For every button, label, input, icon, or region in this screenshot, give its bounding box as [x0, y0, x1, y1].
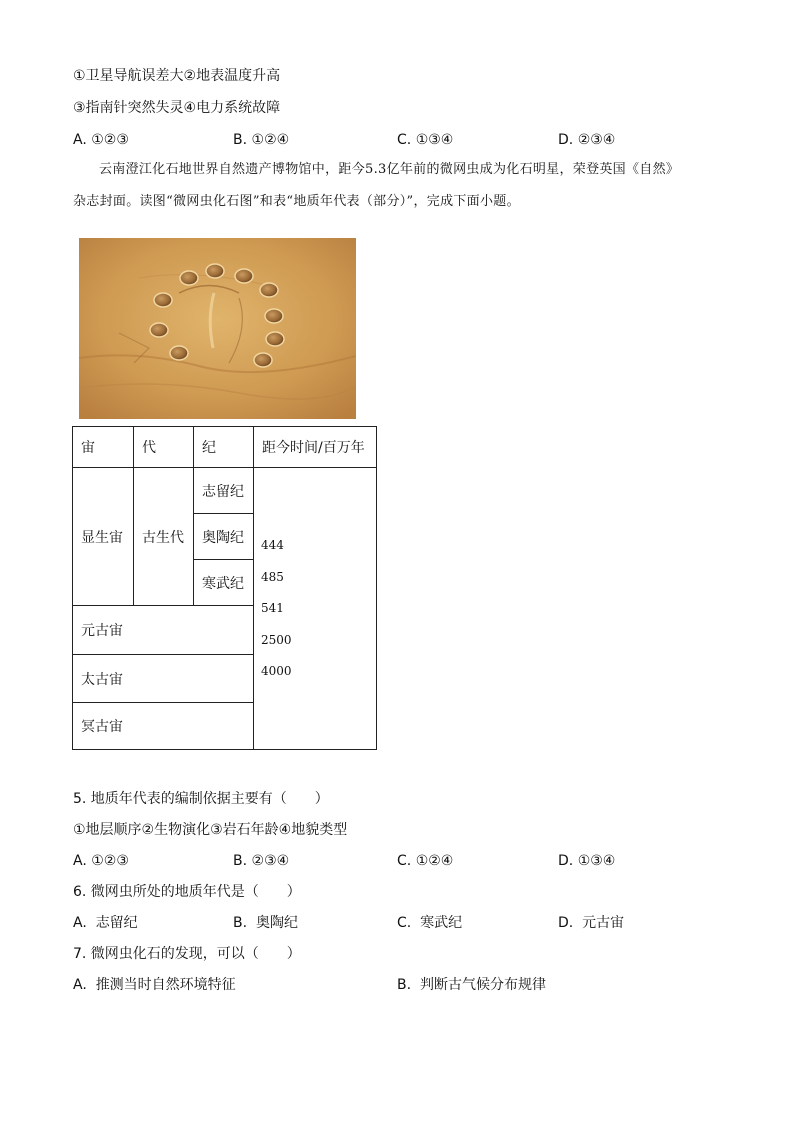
eon-proterozoic: 元古宙 — [73, 606, 254, 655]
time-444: 444 — [261, 538, 284, 552]
option-text: ①②④ — [251, 132, 290, 148]
q6-stem: 6. 微网虫所处的地质年代是（ ） — [73, 884, 301, 900]
option-text: 寒武纪 — [420, 915, 463, 931]
intro-line-2: 杂志封面。读图“微网虫化石图”和表“地质年代表（部分）”，完成下面小题。 — [73, 194, 520, 209]
eon-phanerozoic: 显生宙 — [73, 468, 134, 606]
option-text: 元古宙 — [582, 915, 625, 931]
option-text: 推测当时自然环境特征 — [95, 977, 236, 993]
option-letter: D. — [558, 132, 574, 148]
q6-option-a[interactable] — [73, 913, 138, 933]
option-letter: A. — [73, 853, 87, 869]
header-eon: 宙 — [73, 427, 134, 468]
q5-option-b[interactable] — [233, 851, 289, 871]
option-letter: C. — [397, 915, 412, 931]
eon-archean: 太古宙 — [73, 655, 254, 703]
option-letter: D. — [558, 915, 574, 931]
q7-stem: 7. 微网虫化石的发现，可以（ ） — [73, 946, 301, 962]
option-text: ①③④ — [415, 132, 454, 148]
option-text: ①②③ — [91, 853, 129, 869]
option-letter: B. — [233, 132, 248, 148]
header-era: 代 — [134, 427, 194, 468]
era-paleozoic: 古生代 — [134, 468, 194, 606]
time-values — [261, 537, 292, 695]
time-541: 541 — [261, 601, 284, 615]
time-485: 485 — [261, 569, 284, 584]
prev-option-c[interactable] — [397, 130, 453, 150]
prev-option-d[interactable] — [558, 130, 615, 150]
microdictyon-fossil-image — [79, 238, 356, 419]
option-text: ②③④ — [577, 132, 616, 148]
option-letter: C. — [397, 853, 412, 869]
prev-question-statement-1: ①卫星导航误差大②地表温度升高 — [73, 68, 281, 84]
intro-line-1: 云南澄江化石地世界自然遗产博物馆中，距今5.3亿年前的微网虫成为化石明星，荣登英国《自然》 — [99, 162, 680, 177]
time-4000: 4000 — [261, 664, 292, 678]
eon-hadean: 冥古宙 — [73, 703, 254, 750]
period-silurian: 志留纪 — [194, 468, 254, 514]
prev-option-a[interactable] — [73, 130, 129, 150]
option-letter: A. — [73, 977, 87, 993]
option-letter: B. — [397, 977, 412, 993]
q5-statement: ①地层顺序②生物演化③岩石年龄④地貌类型 — [73, 822, 348, 838]
q5-option-a[interactable] — [73, 851, 129, 871]
option-text: 志留纪 — [95, 915, 138, 931]
time-2500: 2500 — [261, 632, 292, 647]
q7-option-a[interactable] — [73, 975, 236, 995]
option-text: ①②③ — [91, 132, 129, 148]
q5-stem: 5. 地质年代表的编制依据主要有（ ） — [73, 791, 329, 807]
option-text: ①③④ — [577, 853, 616, 869]
period-cambrian: 寒武纪 — [194, 560, 254, 606]
option-text: 奥陶纪 — [255, 915, 298, 931]
prev-question-statement-2: ③指南针突然失灵④电力系统故障 — [73, 100, 281, 116]
q6-option-c[interactable] — [397, 913, 462, 933]
q5-option-d[interactable] — [558, 851, 615, 871]
option-text: ①②④ — [415, 853, 454, 869]
period-ordovician: 奥陶纪 — [194, 514, 254, 560]
option-letter: D. — [558, 853, 574, 869]
option-letter: B. — [233, 915, 248, 931]
q6-option-b[interactable] — [233, 913, 298, 933]
prev-option-b[interactable] — [233, 130, 289, 150]
q7-option-b[interactable] — [397, 975, 546, 995]
q6-option-d[interactable] — [558, 913, 624, 933]
option-text: 判断古气候分布规律 — [419, 977, 546, 993]
header-period: 纪 — [194, 427, 254, 468]
header-time: 距今时间/百万年 — [254, 427, 377, 468]
option-letter: C. — [397, 132, 412, 148]
option-letter: B. — [233, 853, 248, 869]
option-letter: A. — [73, 915, 87, 931]
q5-option-c[interactable] — [397, 851, 453, 871]
option-letter: A. — [73, 132, 87, 148]
fossil-photo — [79, 238, 356, 419]
geologic-time-table — [72, 426, 377, 750]
option-text: ②③④ — [251, 853, 290, 869]
